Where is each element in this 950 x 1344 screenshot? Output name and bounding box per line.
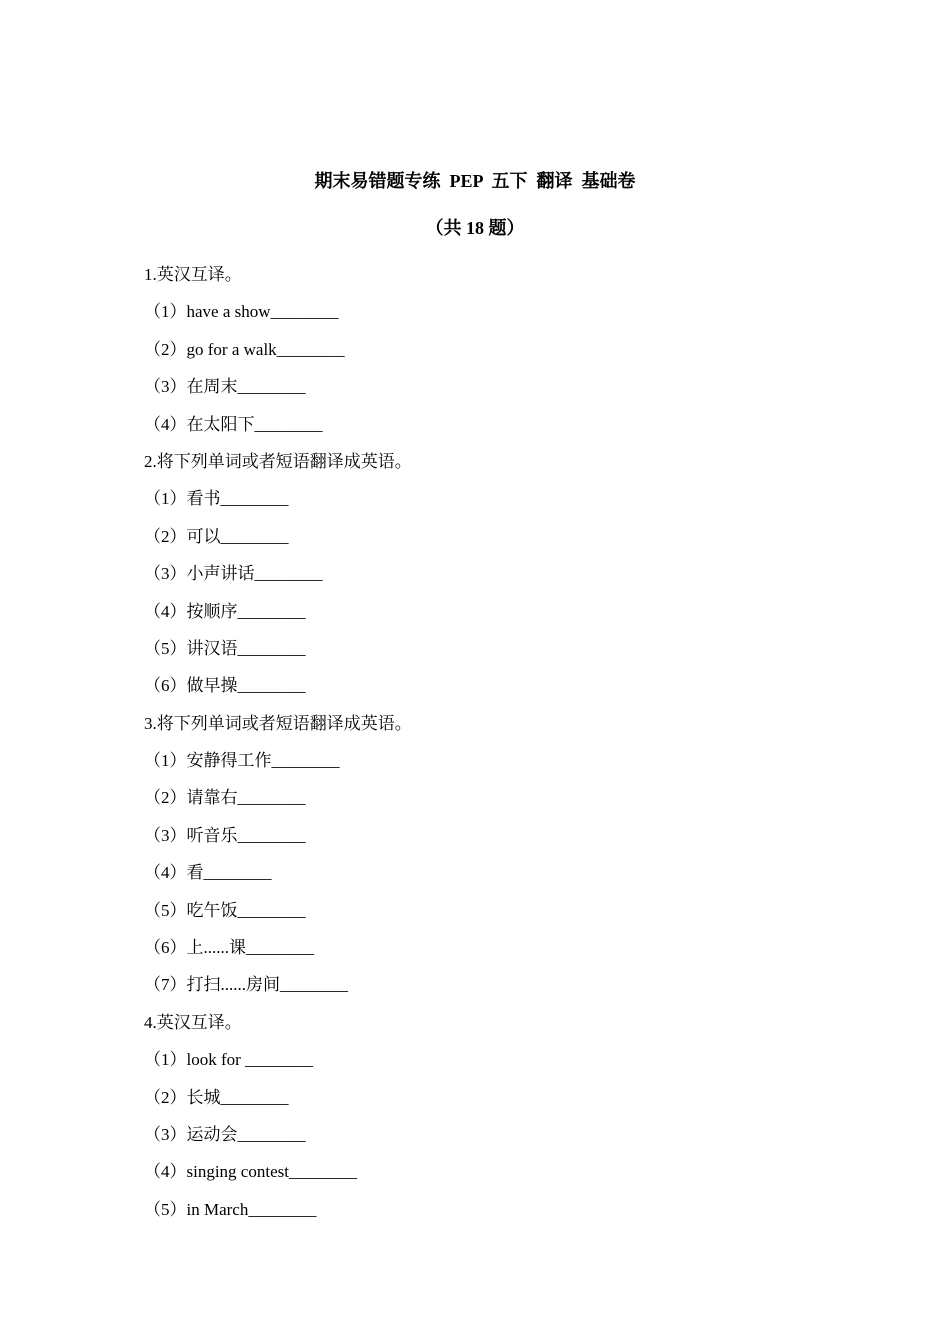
question-title: 3.将下列单词或者短语翻译成英语。 [144, 713, 412, 733]
question-4 [144, 1004, 844, 1228]
question-item: （1）安静得工作________ [144, 751, 340, 771]
question-title: 2.将下列单词或者短语翻译成英语。 [144, 451, 412, 471]
question-item: （3）在周末________ [144, 377, 306, 397]
question-item: （1）look for ________ [144, 1050, 314, 1070]
question-item: （4）singing contest________ [144, 1162, 357, 1182]
question-item: （2）可以________ [144, 526, 289, 546]
question-item: （4）在太阳下________ [144, 414, 323, 434]
question-item: （3）小声讲话________ [144, 564, 323, 584]
question-item: （5）in March________ [144, 1199, 317, 1219]
question-item: （3）运动会________ [144, 1124, 306, 1144]
question-1 [144, 256, 844, 443]
question-item: （2）长城________ [144, 1087, 289, 1107]
question-item: （1）看书________ [144, 489, 289, 509]
question-item: （2）请靠右________ [144, 788, 306, 808]
question-item: （4）看________ [144, 863, 272, 883]
question-item: （6）上......课________ [144, 938, 314, 958]
question-item: （7）打扫......房间________ [144, 975, 348, 995]
document-subtitle: （共 18 题） [425, 218, 525, 238]
question-item: （2）go for a walk________ [144, 339, 345, 359]
question-2 [144, 443, 844, 705]
question-item: （4）按顺序________ [144, 601, 306, 621]
question-title: 4.英汉互译。 [144, 1012, 242, 1032]
question-item: （3）听音乐________ [144, 825, 306, 845]
question-3 [144, 705, 844, 1004]
question-item: （6）做早操________ [144, 676, 306, 696]
question-title: 1.英汉互译。 [144, 265, 242, 284]
questions-list [144, 256, 844, 1228]
question-item: （1）have a show________ [144, 302, 339, 322]
question-item: （5）吃午饭________ [144, 900, 306, 920]
document-title: 期末易错题专练 PEP 五下 翻译 基础卷 [314, 171, 636, 191]
question-item: （5）讲汉语________ [144, 638, 306, 658]
